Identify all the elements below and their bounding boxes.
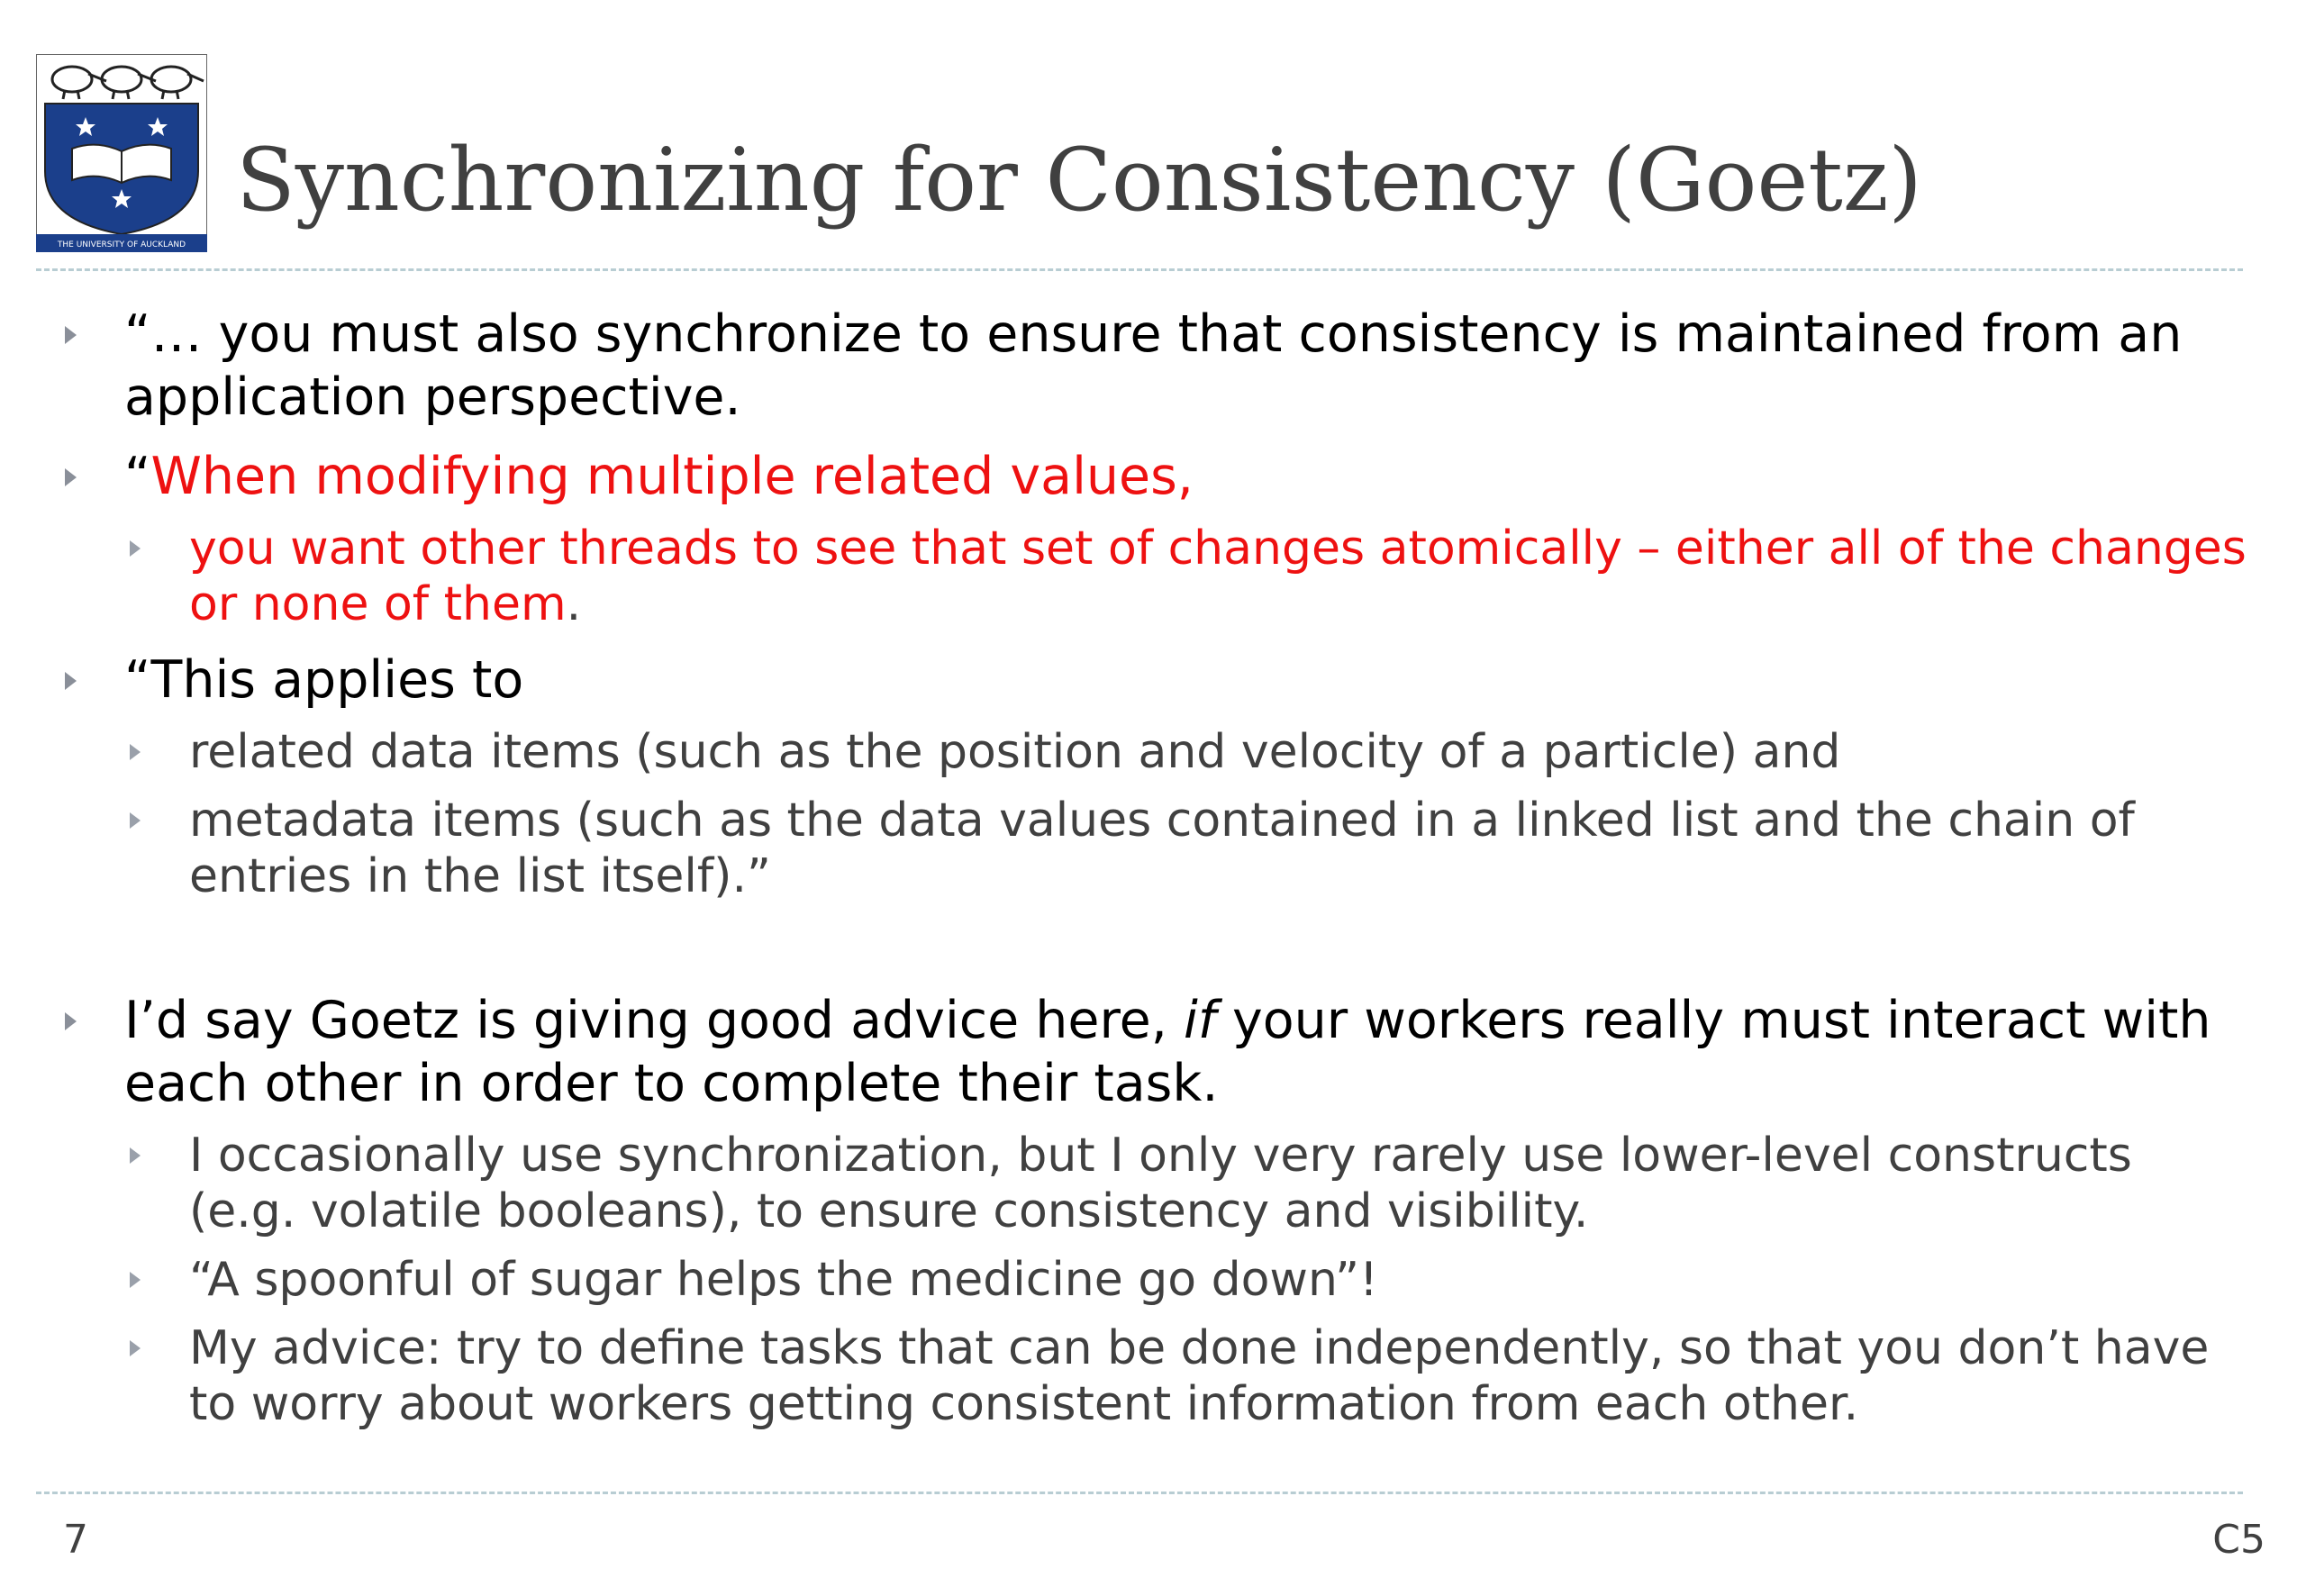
- subbullet-arrow-icon: [130, 744, 141, 760]
- bullet-text: “This applies to: [124, 650, 524, 710]
- subbullet-text-emphasis: you want other threads to see that set of changes atomically – either all of the changes or none of them: [189, 521, 2247, 631]
- title-divider: [36, 268, 2243, 271]
- bullet-arrow-icon: [65, 672, 77, 690]
- slide-body: [54, 286, 2252, 1432]
- page-number: 7: [63, 1517, 88, 1563]
- footer-code: C5: [2212, 1517, 2265, 1563]
- bullet-text-italic: if: [1184, 991, 1216, 1050]
- bullet-arrow-icon: [65, 468, 77, 486]
- subbullet-atomic: [54, 521, 2252, 632]
- bullet-text: I’d say Goetz is giving good advice here,: [124, 991, 1184, 1050]
- bullet-arrow-icon: [65, 1012, 77, 1030]
- bullet-goetz-advice: [54, 989, 2252, 1115]
- subbullet-text: “A spoonful of sugar helps the medicine go down”!: [189, 1253, 1378, 1307]
- bullet-text: “… you must also synchronize to ensure that consistency is maintained from an application perspective.: [124, 304, 2183, 427]
- subbullet-arrow-icon: [130, 812, 141, 829]
- subbullet-text: I occasionally use synchronization, but I only very rarely use lower-level constructs (e.g. volatile booleans), to ensure consistency and visibility.: [189, 1129, 2132, 1238]
- subbullet-related-data: [54, 724, 2252, 780]
- subbullet-spoonful: [54, 1252, 2252, 1308]
- subbullet-arrow-icon: [130, 1147, 141, 1164]
- subbullet-arrow-icon: [130, 1340, 141, 1356]
- bullet-quote-mark: “: [124, 447, 151, 506]
- footer-divider: [36, 1492, 2243, 1494]
- subbullet-synchronization: [54, 1128, 2252, 1239]
- svg-text:THE UNIVERSITY OF AUCKLAND: THE UNIVERSITY OF AUCKLAND: [57, 240, 186, 249]
- subbullet-text: related data items (such as the position and velocity of a particle) and: [189, 725, 1841, 779]
- subbullet-text: metadata items (such as the data values contained in a linked list and the chain of entries in the list itself).”: [189, 793, 2135, 903]
- subbullet-text: My advice: try to define tasks that can be done independently, so that you don’t have to worry about workers getting consistent information from each other.: [189, 1321, 2210, 1431]
- bullet-text-emphasis: When modifying multiple related values,: [150, 447, 1194, 506]
- bullet-arrow-icon: [65, 326, 77, 344]
- subbullet-metadata: [54, 793, 2252, 904]
- bullet-consistency: [54, 303, 2252, 429]
- university-logo: [36, 54, 207, 252]
- subbullet-my-advice: [54, 1320, 2252, 1432]
- subbullet-arrow-icon: [130, 1272, 141, 1288]
- bullet-applies: [54, 648, 2252, 712]
- subbullet-period: .: [566, 577, 582, 631]
- subbullet-arrow-icon: [130, 540, 141, 557]
- bullet-text: your workers really must interact with each other in order to complete their task.: [124, 991, 2211, 1113]
- slide-title: Synchronizing for Consistency (Goetz): [236, 130, 1922, 231]
- bullet-modifying: [54, 445, 2252, 508]
